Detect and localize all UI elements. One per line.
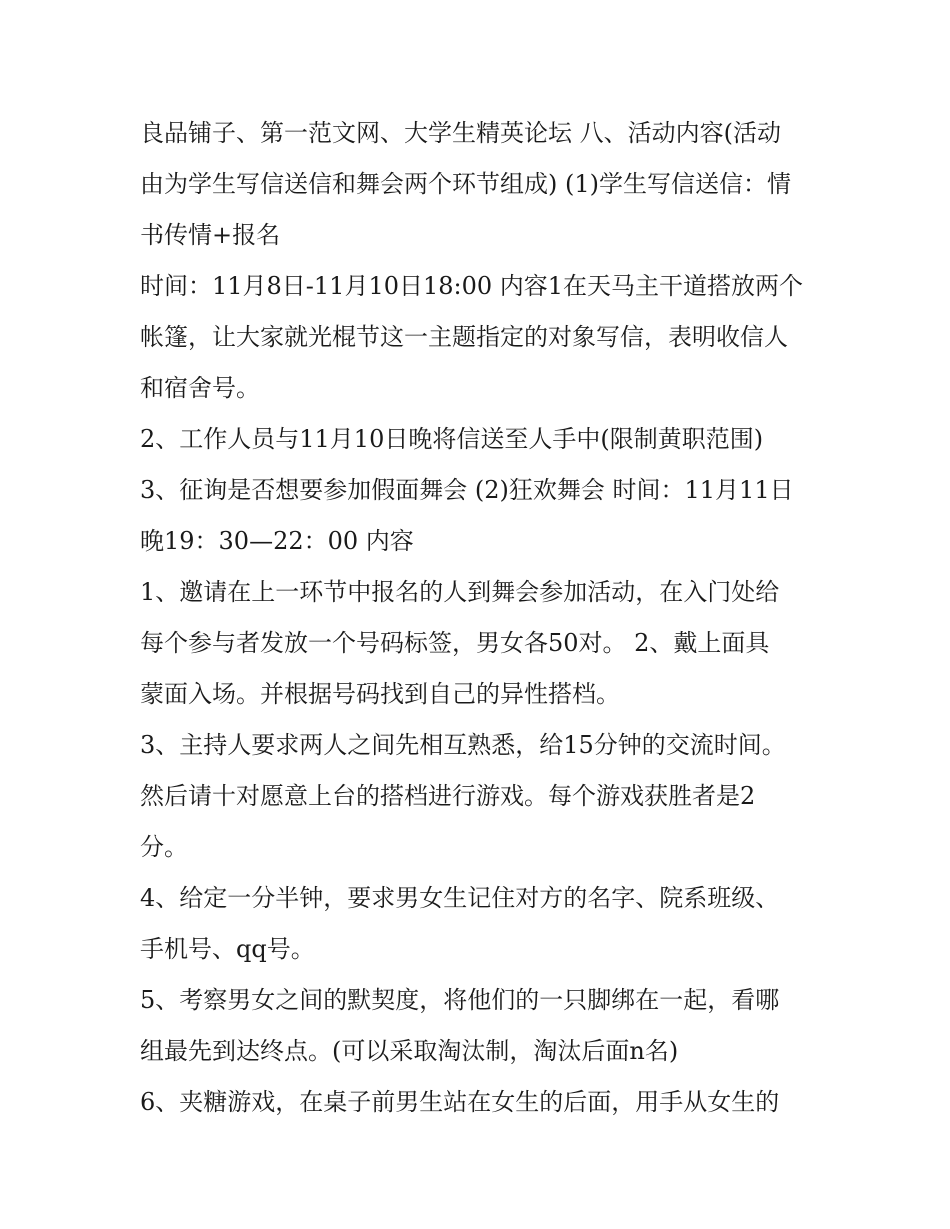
- text-line: 2、工作人员与11月10日晚将信送至人手中(限制黄职范围): [140, 425, 764, 453]
- text-line: 由为学生写信送信和舞会两个环节组成) (1)学生写信送信：情: [140, 170, 791, 198]
- text-line: 蒙面入场。并根据号码找到自己的异性搭档。: [140, 680, 620, 708]
- text-line: 3、主持人要求两人之间先相互熟悉，给15分钟的交流时间。: [140, 731, 786, 759]
- text-line: 手机号、qq号。: [140, 935, 315, 963]
- text-line: 分。: [140, 833, 188, 861]
- text-line: 然后请十对愿意上台的搭档进行游戏。每个游戏获胜者是2: [140, 782, 756, 810]
- text-line: 每个参与者发放一个号码标签，男女各50对。 2、戴上面具: [140, 629, 770, 657]
- text-line: 3、征询是否想要参加假面舞会 (2)狂欢舞会 时间：11月11日: [140, 476, 794, 504]
- text-line: 5、考察男女之间的默契度，将他们的一只脚绑在一起，看哪: [140, 986, 780, 1014]
- text-line: 帐篷，让大家就光棍节这一主题指定的对象写信，表明收信人: [140, 323, 788, 351]
- text-line: 和宿舍号。: [140, 374, 260, 402]
- text-line: 1、邀请在上一环节中报名的人到舞会参加活动，在入门处给: [140, 578, 780, 606]
- text-line: 时间：11月8日-11月10日18:00 内容1在天马主干道搭放两个: [140, 272, 804, 300]
- text-line: 书传情+报名: [140, 221, 281, 249]
- text-line: 组最先到达终点。(可以采取淘汰制，淘汰后面n名): [140, 1037, 679, 1065]
- text-line: 6、夹糖游戏，在桌子前男生站在女生的后面，用手从女生的: [140, 1088, 780, 1116]
- text-line: 良品铺子、第一范文网、大学生精英论坛 八、活动内容(活动: [140, 119, 781, 147]
- text-line: 4、给定一分半钟，要求男女生记住对方的名字、院系班级、: [140, 884, 780, 912]
- document-body: [140, 108, 820, 1128]
- text-line: 晚19：30—22：00 内容: [140, 527, 414, 555]
